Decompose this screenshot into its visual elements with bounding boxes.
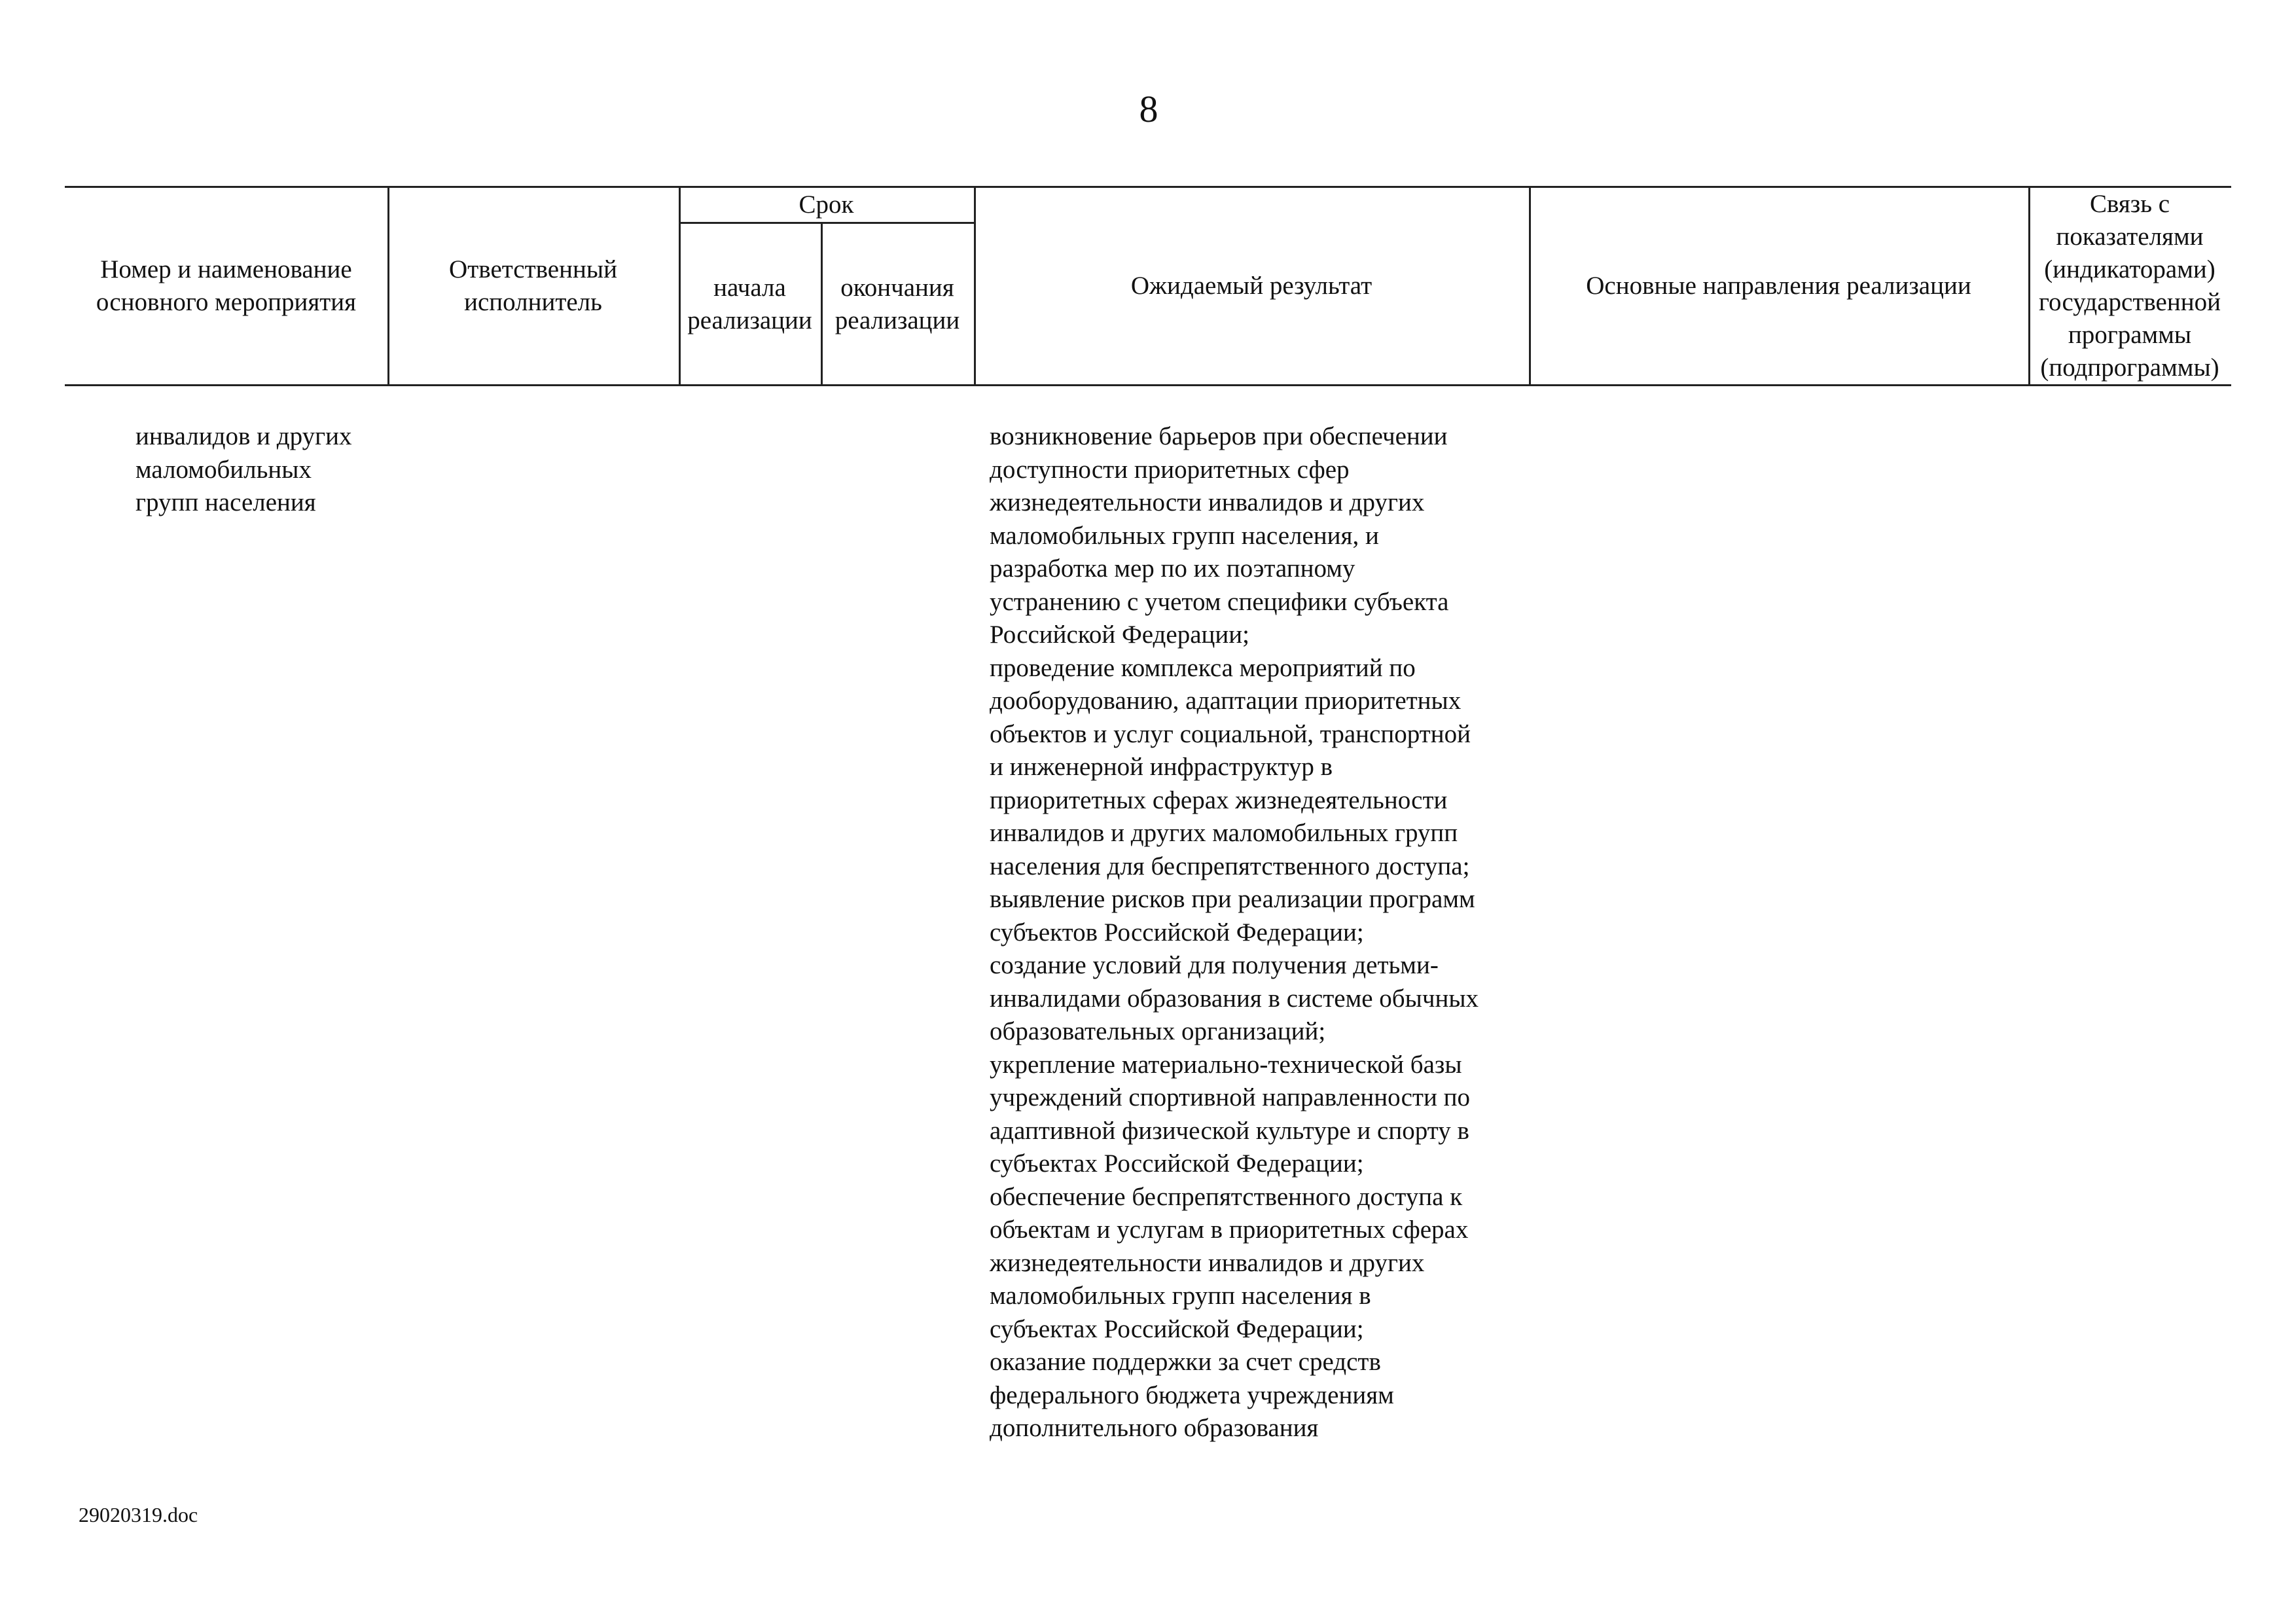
header-expected-result: Ожидаемый результат: [1130, 272, 1372, 300]
header-main-directions: Основные направления реализации: [1586, 272, 1971, 300]
header-term-start: начала реализации: [687, 273, 812, 334]
row-event-name: инвалидов и других маломобильных групп населения: [135, 422, 352, 516]
document-code: 29020319.doc: [79, 1503, 198, 1526]
row-expected-result: возникновение барьеров при обеспечении доступности приоритетных сфер жизнедеятельности инвалидов и других маломобильных групп населения, и разработка мер по их поэтапному устранению с учетом специфики субъекта Российской Федерации; проведение комплекса мероприятий по дооборудованию, адаптации приоритетных объектов и услуг социальной, транспортной и инженерной инфраструктур в приоритетных сферах жизнедеятельности инвалидов и других маломобильных групп населения для беспрепятственного доступа; выявление рисков при реализации программ субъектов Российской Федерации; создание условий для получения детьми- инвалидами образования в системе обычных образовательных организаций; укрепление материально-технической базы учреждений спортивной направленности по адаптивной физической культуре и спорту в субъектах Российской Федерации; обеспечение беспрепятственного доступа к объектам и услугам в приоритетных сферах жизнедеятельности инвалидов и других маломобильных групп населения в субъектах Российской Федерации; оказание поддержки за счет средств федерального бюджета учреждениям дополнительного образования: [990, 422, 1479, 1442]
page-number: 8: [1139, 88, 1158, 130]
header-event-name: Номер и наименование основного мероприятия: [96, 255, 357, 316]
header-term-end: окончания реализации: [834, 273, 960, 334]
header-term: Срок: [798, 190, 854, 219]
table-header: [65, 186, 2231, 386]
header-responsible: Ответственный исполнитель: [449, 255, 617, 316]
header-indicators-link: Связь с показателями (индикаторами) государственной программы (подпрограммы): [2039, 190, 2221, 382]
